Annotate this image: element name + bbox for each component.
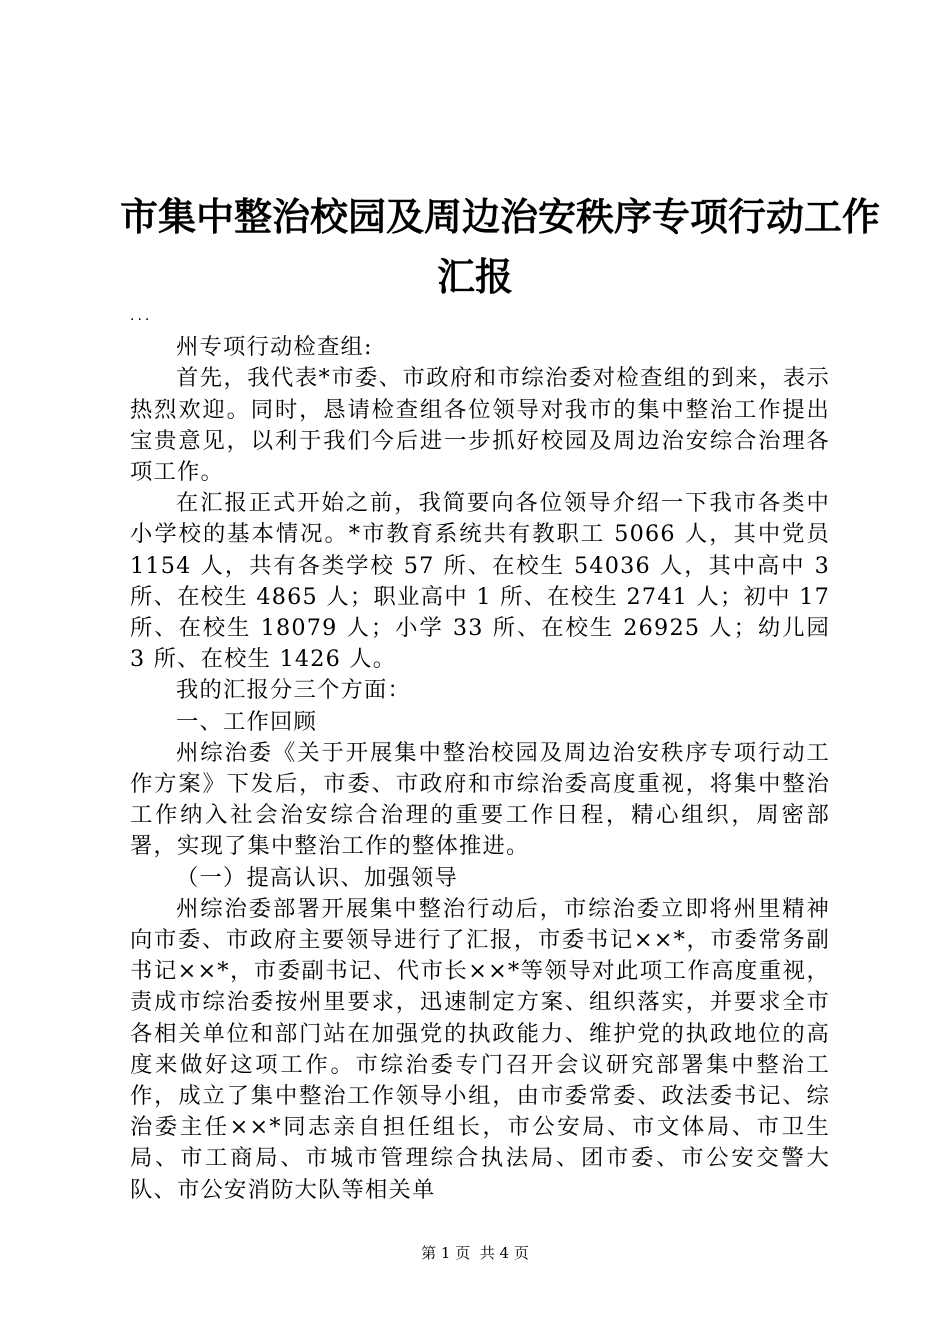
paragraph-leadership: 州综治委部署开展集中整治行动后，市综治委立即将州里精神向市委、市政府主要领导进行了汇报，市委书记××*，市委常务副书记××*，市委副书记、代市长××*等领导对此项工作高度重视，责成市综治委按州里要求，迅速制定方案、组织落实，并要求全市各相关单位和部门站在加强党的执政能力、维护党的执政地位的高度来做好这项工作。市综治委专门召开会议研究部署集中整治工作，成立了集中整治工作领导小组，由市委常委、政法委书记、综治委主任××*同志亲自担任组长，市公安局、市文体局、市卫生局、市工商局、市城市管理综合执法局、团市委、市公安交警大队、市公安消防大队等相关单 xyxy=(130,895,830,1203)
document-body xyxy=(130,301,830,1206)
paragraph-school-overview: 在汇报正式开始之前，我简要向各位领导介绍一下我市各类中小学校的基本情况。*市教育系统共有教职工 5066 人，其中党员 1154 人，共有各类学校 57 所、在校生 54036 人，其中高中 3 所、在校生 4865 人；职业高中 1 所、在校生 2741 人；初中 17 所、在校生 18079 人；小学 33 所、在校生 26925 人；幼儿园 3 所、在校生 1426 人。 xyxy=(130,490,830,673)
paragraph-welcome: 首先，我代表*市委、市政府和市综治委对检查组的到来，表示热烈欢迎。同时，恳请检查组各位领导对我市的集中整治工作提出宝贵意见，以利于我们今后进一步抓好校园及周边治安综合治理各项工作。 xyxy=(130,365,830,485)
paragraph-report-outline: 我的汇报分三个方面： xyxy=(176,677,411,704)
paragraph-work-review: 州综治委《关于开展集中整治校园及周边治安秩序专项行动工作方案》下发后，市委、市政府和市综治委高度重视，将集中整治工作纳入社会治安综合治理的重要工作日程，精心组织，周密部署，实现了集中整治工作的整体推进。 xyxy=(130,739,830,860)
ellipsis-marker: ... xyxy=(130,308,153,324)
section-heading-work-review: 一、工作回顾 xyxy=(176,708,317,735)
document-title-line-2: 汇报 xyxy=(436,254,513,299)
subsection-heading-leadership: （一）提高认识、加强领导 xyxy=(176,864,458,891)
document-title-line-1: 市集中整治校园及周边治安秩序专项行动工作 xyxy=(120,194,881,239)
page-number-footer: 第 1 页 共 4 页 xyxy=(421,1244,529,1262)
salutation: 州专项行动检查组: xyxy=(176,334,373,361)
